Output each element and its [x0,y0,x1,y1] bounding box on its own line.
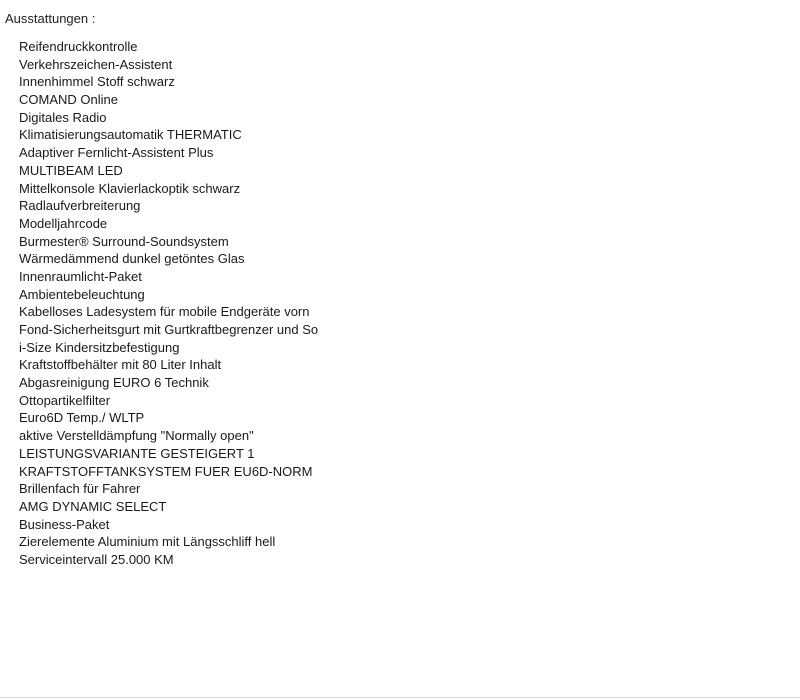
equipment-item: Klimatisierungsautomatik THERMATIC [19,127,242,143]
equipment-item: COMAND Online [19,92,118,108]
equipment-item: Verkehrszeichen-Assistent [19,56,173,72]
equipment-item: Innenraumlicht-Paket [19,268,142,284]
equipment-item: KRAFTSTOFFTANKSYSTEM FUER EU6D-NORM [19,463,313,479]
equipment-item: Business-Paket [19,516,110,532]
equipment-item: MULTIBEAM LED [19,162,123,178]
equipment-item: Radlaufverbreiterung [19,198,141,214]
equipment-item: Serviceintervall 25.000 KM [19,551,174,567]
equipment-list [19,38,318,569]
equipment-item: Kraftstoffbehälter mit 80 Liter Inhalt [19,357,222,373]
equipment-item: aktive Verstelldämpfung "Normally open" [19,428,254,444]
equipment-item: Ottopartikelfilter [19,392,111,408]
equipment-heading: Ausstattungen : [5,11,96,26]
equipment-item: Abgasreinigung EURO 6 Technik [19,375,209,391]
equipment-item: LEISTUNGSVARIANTE GESTEIGERT 1 [19,445,255,461]
equipment-item: AMG DYNAMIC SELECT [19,498,167,514]
equipment-item: Zierelemente Aluminium mit Längsschliff hell [19,534,276,550]
equipment-item: Kabelloses Ladesystem für mobile Endgeräte vorn [19,304,310,320]
equipment-item: Burmester® Surround-Soundsystem [19,233,229,249]
equipment-item: Digitales Radio [19,109,107,125]
equipment-item: Modelljahrcode [19,215,108,231]
equipment-item: i-Size Kindersitzbefestigung [19,339,180,355]
equipment-item: Innenhimmel Stoff schwarz [19,74,175,90]
bottom-divider [0,697,800,698]
equipment-item: Mittelkonsole Klavierlackoptik schwarz [19,180,241,196]
equipment-item: Euro6D Temp./ WLTP [19,410,145,426]
equipment-item: Reifendruckkontrolle [19,39,138,54]
equipment-item: Wärmedämmend dunkel getöntes Glas [19,251,245,267]
equipment-item: Ambientebeleuchtung [19,286,145,302]
equipment-item: Brillenfach für Fahrer [19,481,141,497]
equipment-item: Fond-Sicherheitsgurt mit Gurtkraftbegrenzer und So [19,322,319,337]
equipment-item: Adaptiver Fernlicht-Assistent Plus [19,145,214,161]
